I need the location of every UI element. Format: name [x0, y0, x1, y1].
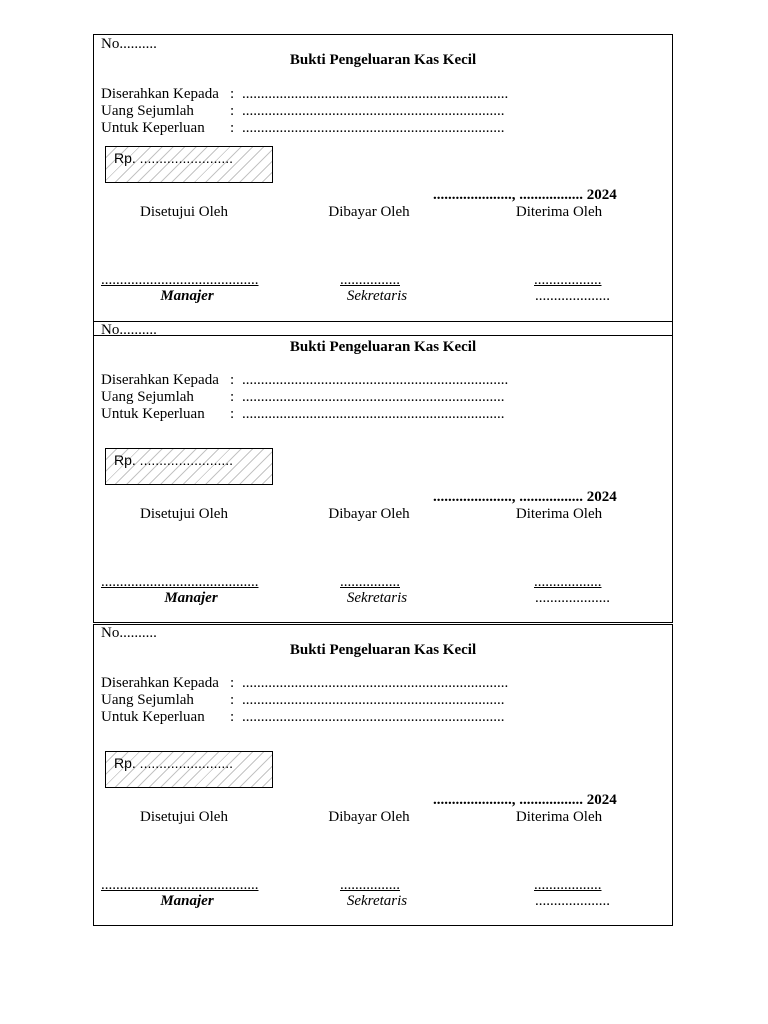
field-blank-purpose: ......................................................................: [242, 406, 505, 422]
approved-by-heading: Disetujui Oleh: [140, 506, 228, 522]
received-by-heading: Diterima Oleh: [515, 809, 603, 825]
amount-text: Rp. ........................: [114, 452, 234, 468]
field-blank-recipient: .......................................................................: [242, 372, 509, 388]
date-line: ....................., ................. 2024: [433, 187, 617, 203]
field-label-recipient: Diserahkan Kepada: [101, 86, 219, 102]
paid-signature-line: ................: [340, 877, 400, 893]
field-blank-amount: ......................................................................: [242, 103, 505, 119]
approved-by-heading: Disetujui Oleh: [140, 204, 228, 220]
field-colon: :: [230, 103, 235, 119]
amount-text: Rp. ........................: [114, 755, 234, 771]
voucher-title: Bukti Pengeluaran Kas Kecil: [289, 52, 477, 68]
voucher-number: No..........: [101, 625, 157, 641]
received-by-heading: Diterima Oleh: [515, 506, 603, 522]
received-role: ....................: [535, 288, 610, 304]
approved-role: Manajer: [160, 893, 214, 909]
voucher-number: No..........: [101, 322, 157, 338]
field-label-amount: Uang Sejumlah: [101, 692, 194, 708]
amount-box: [105, 146, 273, 183]
field-colon: :: [230, 406, 235, 422]
field-blank-amount: ......................................................................: [242, 389, 505, 405]
paid-role: Sekretaris: [346, 288, 408, 304]
approved-role: Manajer: [160, 288, 214, 304]
field-blank-recipient: .......................................................................: [242, 675, 509, 691]
approved-by-heading: Disetujui Oleh: [140, 809, 228, 825]
voucher-title: Bukti Pengeluaran Kas Kecil: [289, 642, 477, 658]
voucher-title: Bukti Pengeluaran Kas Kecil: [289, 339, 477, 355]
field-blank-amount: ......................................................................: [242, 692, 505, 708]
amount-box: [105, 448, 273, 485]
paid-by-heading: Dibayar Oleh: [328, 204, 410, 220]
field-label-purpose: Untuk Keperluan: [101, 709, 205, 725]
approved-role: Manajer: [164, 590, 218, 606]
field-label-recipient: Diserahkan Kepada: [101, 675, 219, 691]
received-by-heading: Diterima Oleh: [515, 204, 603, 220]
received-signature-line: ..................: [534, 877, 602, 893]
approved-signature-line: ..........................................: [101, 272, 259, 288]
petty-cash-voucher: [93, 34, 673, 336]
received-role: ....................: [535, 590, 610, 606]
received-role: ....................: [535, 893, 610, 909]
petty-cash-voucher: [93, 624, 673, 926]
paid-role: Sekretaris: [346, 893, 408, 909]
amount-text: Rp. ........................: [114, 150, 234, 166]
field-blank-purpose: ......................................................................: [242, 709, 505, 725]
field-label-purpose: Untuk Keperluan: [101, 120, 205, 136]
paid-signature-line: ................: [340, 272, 400, 288]
approved-signature-line: ..........................................: [101, 574, 259, 590]
field-label-amount: Uang Sejumlah: [101, 103, 194, 119]
field-label-recipient: Diserahkan Kepada: [101, 372, 219, 388]
petty-cash-voucher: [93, 321, 673, 623]
voucher-number: No..........: [101, 36, 157, 52]
date-line: ....................., ................. 2024: [433, 489, 617, 505]
paid-role: Sekretaris: [346, 590, 408, 606]
received-signature-line: ..................: [534, 574, 602, 590]
field-colon: :: [230, 389, 235, 405]
field-colon: :: [230, 709, 235, 725]
approved-signature-line: ..........................................: [101, 877, 259, 893]
field-label-amount: Uang Sejumlah: [101, 389, 194, 405]
paid-by-heading: Dibayar Oleh: [328, 809, 410, 825]
field-blank-recipient: .......................................................................: [242, 86, 509, 102]
field-label-purpose: Untuk Keperluan: [101, 406, 205, 422]
field-colon: :: [230, 692, 235, 708]
field-colon: :: [230, 675, 235, 691]
received-signature-line: ..................: [534, 272, 602, 288]
field-colon: :: [230, 120, 235, 136]
field-colon: :: [230, 86, 235, 102]
paid-by-heading: Dibayar Oleh: [328, 506, 410, 522]
field-blank-purpose: ......................................................................: [242, 120, 505, 136]
paid-signature-line: ................: [340, 574, 400, 590]
date-line: ....................., ................. 2024: [433, 792, 617, 808]
field-colon: :: [230, 372, 235, 388]
amount-box: [105, 751, 273, 788]
